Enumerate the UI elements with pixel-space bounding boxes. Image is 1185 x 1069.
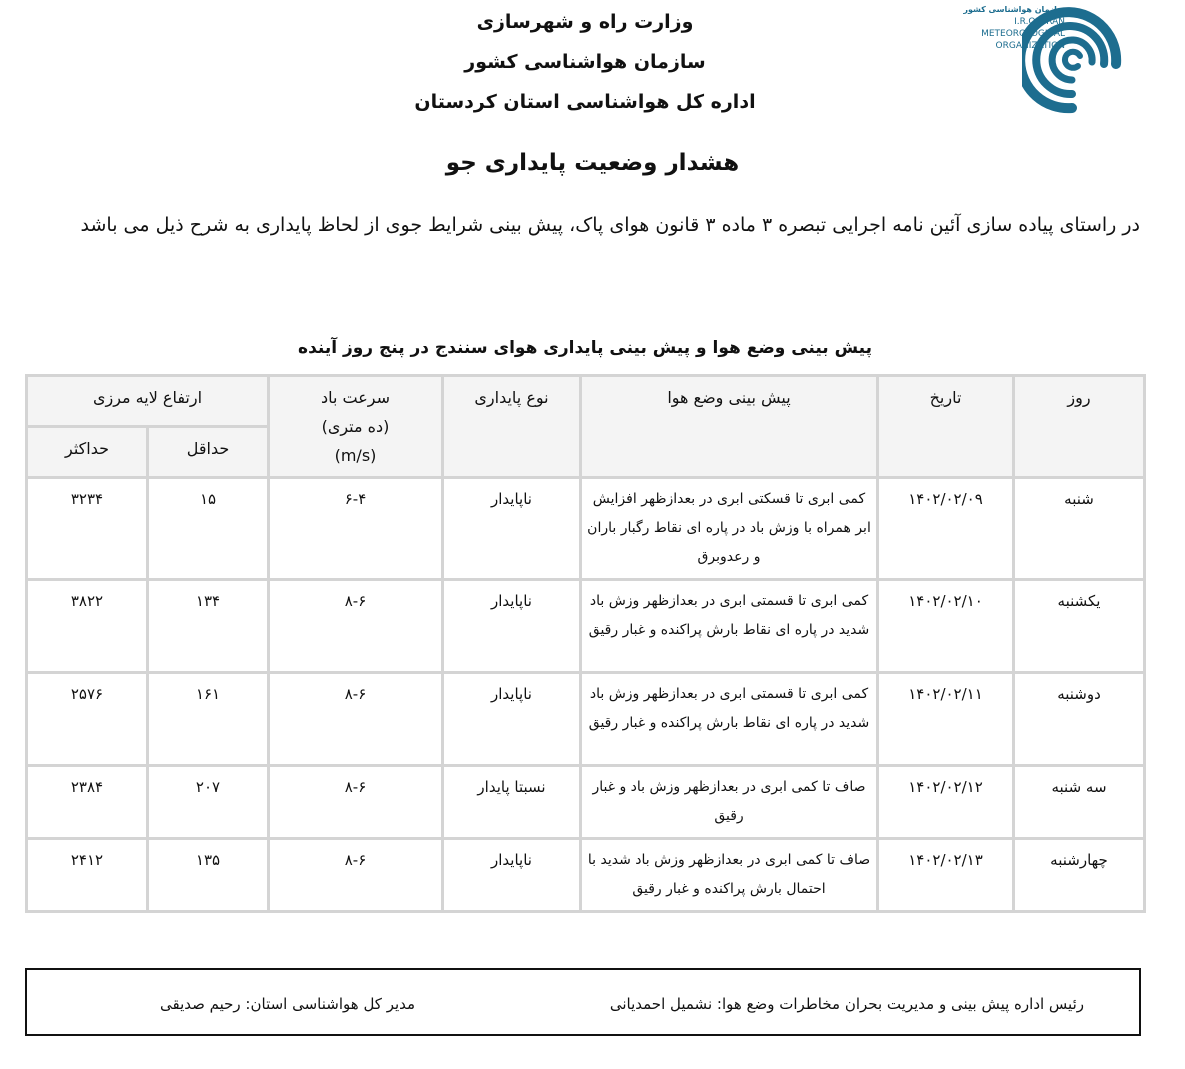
table-title: پیش بینی وضع هوا و پیش بینی پایداری هوای سنندج در پنج روز آینده bbox=[298, 338, 872, 358]
column-header-stability: نوع پایداری bbox=[443, 376, 581, 478]
cell-max: ۲۴۱۲ bbox=[27, 839, 148, 912]
cell-date: ۱۴۰۲/۰۲/۱۰ bbox=[878, 580, 1014, 673]
table-row bbox=[27, 580, 1145, 673]
cell-max: ۲۳۸۴ bbox=[27, 766, 148, 839]
cell-min: ۱۶۱ bbox=[148, 673, 269, 766]
cell-wind: ۸-۶ bbox=[269, 766, 443, 839]
cell-stability: ناپایدار bbox=[443, 580, 581, 673]
meteorological-organization-logo bbox=[950, 2, 1125, 120]
cell-forecast: کمی ابری تا قسکتی ابری در بعدازظهر افزایش ابر همراه با وزش باد در پاره ای نقاط رگبار باران و رعدوبرق bbox=[581, 478, 878, 580]
office-name: اداره کل هواشناسی استان کردستان bbox=[414, 91, 756, 113]
column-header-day: روز bbox=[1014, 376, 1145, 478]
cell-forecast: صاف تا کمی ابری در بعدازظهر وزش باد شدید با احتمال بارش پراکنده و غبار رقیق bbox=[581, 839, 878, 912]
table-row bbox=[27, 766, 1145, 839]
director-general-signature: مدیر کل هواشناسی استان: رحیم صدیقی bbox=[160, 995, 416, 1013]
table-header-row bbox=[27, 376, 1145, 427]
wind-header-line: سرعت باد bbox=[320, 388, 391, 407]
column-header-date: تاریخ bbox=[878, 376, 1014, 478]
cell-forecast: کمی ابری تا قسمتی ابری در بعدازظهر وزش باد شدید در پاره ای نقاط بارش پراکنده و غبار رقیق bbox=[581, 580, 878, 673]
intro-paragraph: در راستای پیاده سازی آئین نامه اجرایی تبصره ۳ ماده ۳ قانون هوای پاک، پیش بینی شرایط جوی از لحاظ پایداری به شرح ذیل می باشد bbox=[80, 214, 1140, 236]
signature-box bbox=[25, 968, 1141, 1036]
cell-day: دوشنبه bbox=[1014, 673, 1145, 766]
table-row bbox=[27, 673, 1145, 766]
cell-stability: ناپایدار bbox=[443, 478, 581, 580]
cell-wind: ۶-۴ bbox=[269, 478, 443, 580]
cell-wind: ۸-۶ bbox=[269, 839, 443, 912]
cell-stability: ناپایدار bbox=[443, 839, 581, 912]
letterhead bbox=[380, 2, 790, 122]
cell-max: ۲۵۷۶ bbox=[27, 673, 148, 766]
column-header-min: حداقل bbox=[148, 427, 269, 478]
wind-header-unit: (m/s) bbox=[334, 446, 377, 465]
cell-date: ۱۴۰۲/۰۲/۱۱ bbox=[878, 673, 1014, 766]
cell-wind: ۸-۶ bbox=[269, 673, 443, 766]
cell-day: شنبه bbox=[1014, 478, 1145, 580]
cell-max: ۳۲۳۴ bbox=[27, 478, 148, 580]
logo-english-line: ORGANIZATION bbox=[995, 41, 1065, 51]
cell-min: ۱۳۴ bbox=[148, 580, 269, 673]
cell-min: ۱۳۵ bbox=[148, 839, 269, 912]
page-title: هشدار وضعیت پایداری جو bbox=[445, 150, 740, 176]
cell-day: یکشنبه bbox=[1014, 580, 1145, 673]
logo-english-line: I.R.OF IRAN bbox=[1014, 17, 1065, 27]
cell-day: سه شنبه bbox=[1014, 766, 1145, 839]
column-header-forecast: پیش بینی وضع هوا bbox=[581, 376, 878, 478]
column-header-boundary-layer: ارتفاع لایه مرزی bbox=[27, 376, 269, 427]
cell-day: چهارشنبه bbox=[1014, 839, 1145, 912]
cell-max: ۳۸۲۲ bbox=[27, 580, 148, 673]
logo-english-line: METEOROLOGICAL bbox=[981, 29, 1065, 39]
cell-min: ۲۰۷ bbox=[148, 766, 269, 839]
wind-header-line: (ده متری) bbox=[321, 417, 390, 436]
cell-wind: ۸-۶ bbox=[269, 580, 443, 673]
organization-name: سازمان هواشناسی کشور bbox=[464, 51, 706, 73]
table-row bbox=[27, 478, 1145, 580]
ministry-name: وزارت راه و شهرسازی bbox=[476, 11, 694, 33]
cell-date: ۱۴۰۲/۰۲/۱۲ bbox=[878, 766, 1014, 839]
cell-min: ۱۵ bbox=[148, 478, 269, 580]
column-header-wind-speed bbox=[269, 376, 443, 478]
forecast-table bbox=[25, 374, 1146, 913]
logo-persian-name: سازمان هواشناسی کشور bbox=[963, 5, 1065, 14]
cell-date: ۱۴۰۲/۰۲/۰۹ bbox=[878, 478, 1014, 580]
cell-stability: ناپایدار bbox=[443, 673, 581, 766]
cell-forecast: کمی ابری تا قسمتی ابری در بعدازظهر وزش باد شدید در پاره ای نقاط بارش پراکنده و غبار رقیق bbox=[581, 673, 878, 766]
cell-forecast: صاف تا کمی ابری در بعدازظهر وزش باد و غبار رقیق bbox=[581, 766, 878, 839]
cell-date: ۱۴۰۲/۰۲/۱۳ bbox=[878, 839, 1014, 912]
table-row bbox=[27, 839, 1145, 912]
cell-stability: نسبتا پایدار bbox=[443, 766, 581, 839]
column-header-max: حداکثر bbox=[27, 427, 148, 478]
spiral-logo-icon bbox=[1022, 4, 1122, 116]
head-of-forecast-signature: رئیس اداره پیش بینی و مدیریت بحران مخاطرات وضع هوا: نشمیل احمدیانی bbox=[609, 995, 1084, 1013]
